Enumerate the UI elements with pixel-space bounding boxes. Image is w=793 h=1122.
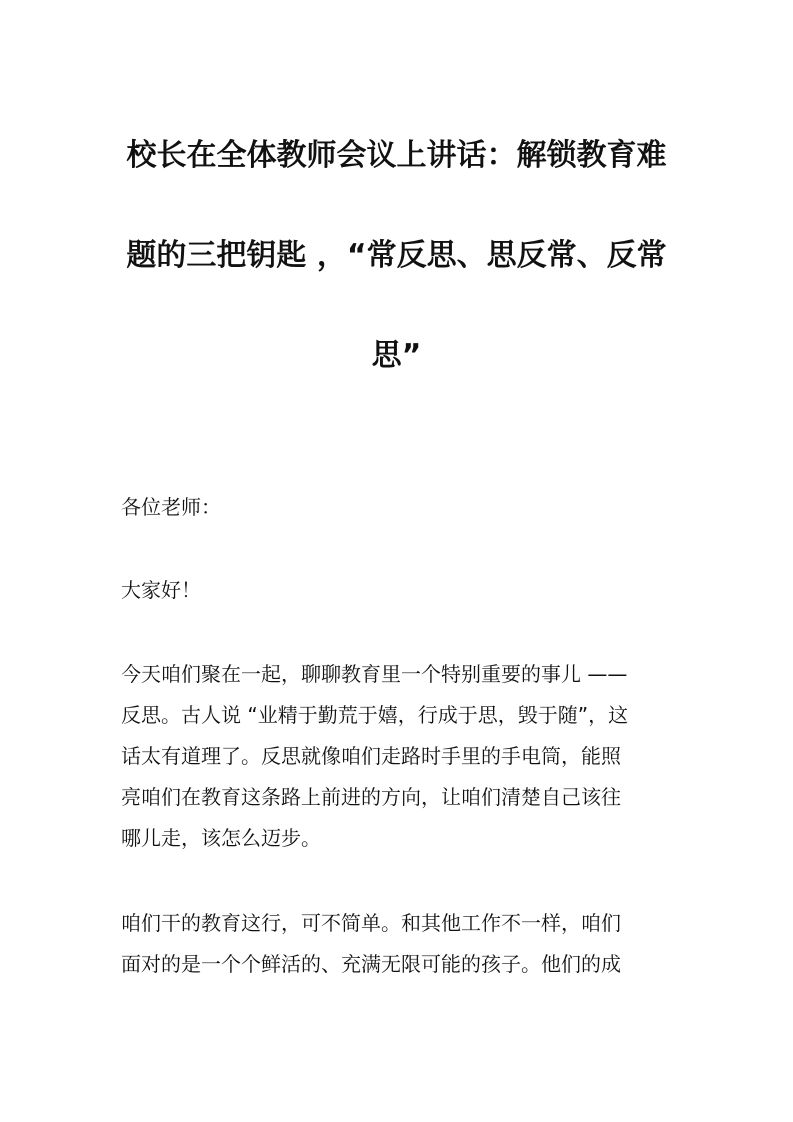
greeting: 大家好！ (121, 578, 201, 602)
paragraph-2-line: 面对的是一个个鲜活的、充满无限可能的孩子。他们的成 (121, 952, 621, 976)
paragraph-1-line: 反思。古人说 “业精于勤荒于嬉，行成于思，毁于随”，这 (121, 703, 629, 727)
title-line-2: 题的三把钥匙 ，“常反思、思反常、反常 (126, 238, 667, 273)
paragraph-2 (121, 903, 677, 985)
paragraph-1 (121, 654, 677, 859)
paragraph-1-line: 哪儿走，该怎么迈步。 (121, 826, 321, 850)
paragraph-1-line: 亮咱们在教育这条路上前进的方向，让咱们清楚自己该往 (121, 785, 621, 809)
title-line-1: 校长在全体教师会议上讲话：解锁教育难 (126, 138, 667, 173)
title-line-3: 思” (371, 338, 422, 373)
paragraph-1-line: 今天咱们聚在一起，聊聊教育里一个特别重要的事儿 —— (121, 662, 628, 686)
salutation: 各位老师： (121, 495, 221, 519)
paragraph-1-line: 话太有道理了。反思就像咱们走路时手里的手电筒，能照 (121, 744, 621, 768)
paragraph-2-line: 咱们干的教育这行，可不简单。和其他工作不一样，咱们 (121, 911, 621, 935)
